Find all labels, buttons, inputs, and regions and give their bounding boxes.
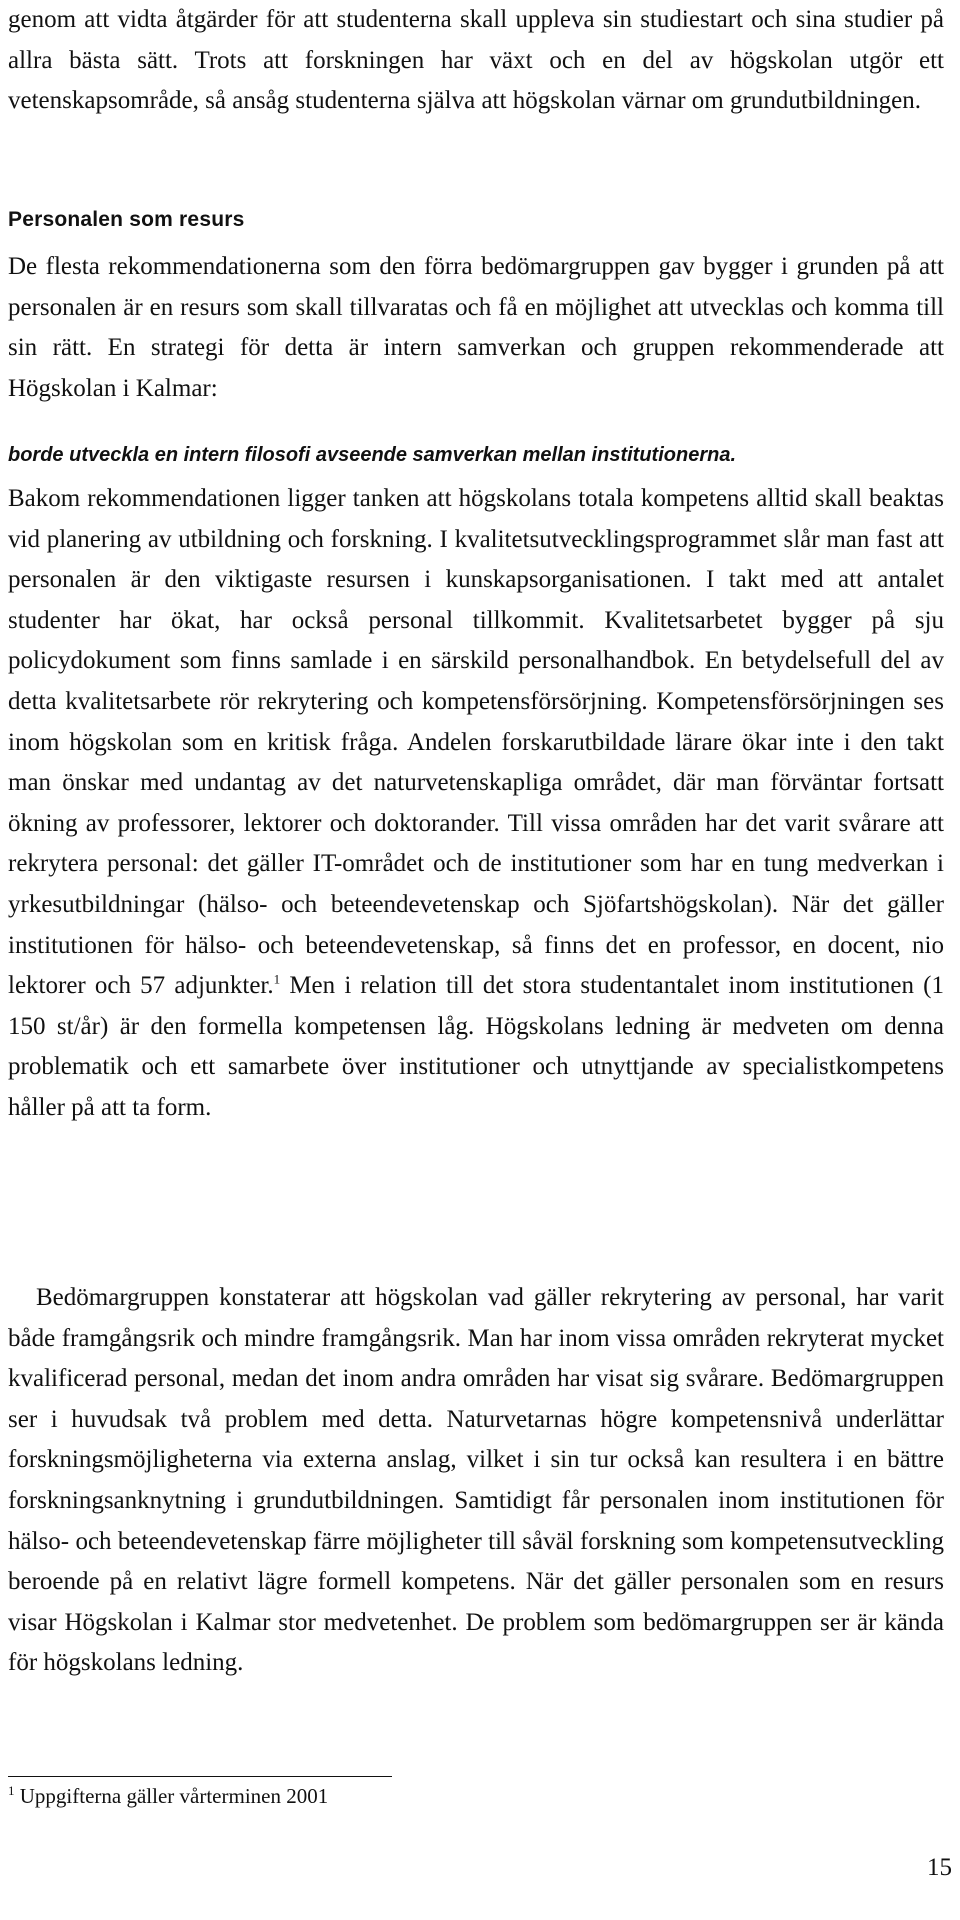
paragraph-recommendation-background [8,479,944,1129]
footnote-text: Uppgifterna gäller vårterminen 2001 [19,1784,329,1808]
intro-paragraph: genom att vidta åtgärder för att studenterna skall uppleva sin studiestart och sina studier på allra bästa sätt. Trots att forskningen har växt och en del av högskolan utgör ett vetenskapsområde, så ansåg studenterna själva att högskolan värnar om grundutbildningen. [8,6,944,115]
paragraph-assessment: Bedömargruppen konstaterar att högskolan vad gäller rekrytering av personal, har varit både framgångsrik och mindre framgångsrik. Man har inom vissa områden rekryterat mycket kvalificerad personal, medan det inom andra områden har visat sig svårare. Bedömargruppen ser i huvudsak två problem med detta. Naturvetarnas högre kompetensnivå underlättar forskningsmöjligheterna via externa anslag, vilket i sin tur också kan resultera i en bättre forskningsanknytning i grundutbildningen. Samtidigt får personalen inom institutionen för hälso- och beteendevetenskap färre möjligheter till såväl forskning som kompetensutveckling beroende på en relativt lägre formell kompetens. När det gäller personalen som en resurs visar Högskolan i Kalmar stor medvetenhet. De problem som bedömargruppen ser är kända för högskolans ledning. [8,1284,944,1677]
footnote-divider [8,1776,392,1777]
footnote [8,1784,328,1809]
paragraph-text-after-note: Men i relation till det stora studentantalet inom institutionen (1 150 st/år) är den formella kompetensen låg. Högskolans ledning är medveten om denna problematik och ett samarbete över institutioner och utnyttjande av specialistkompetens håller på att ta form. [8,972,944,1121]
footnote-reference: 1 [273,971,281,987]
page-number: 15 [927,1854,952,1881]
footnote-marker: 1 [8,1783,15,1798]
section-heading: Personalen som resurs [8,208,245,231]
paragraph-text-before-note: Bakom rekommendationen ligger tanken att högskolans totala kompetens alltid skall beaktas vid planering av utbildning och forskning. I kvalitetsutvecklingsprogrammet slår man fast att personalen är den viktigaste resursen i kunskapsorganisationen. I takt med att antalet studenter har ökat, har också personal tillkommit. Kvalitetsarbetet bygger på sju policydokument som finns samlade i en särskild personalhandbok. En betydelsefull del av detta kvalitetsarbete rör rekrytering och kompetensförsörjning. Kompetensförsörjningen ses inom högskolan som en kritisk fråga. Andelen forskarutbildade lärare ökar inte i den takt man önskar med undantag av det naturvetenskapliga området, där man förväntar fortsatt ökning av professorer, lektorer och doktorander. Till vissa områden har det varit svårare att rekrytera personal: det gäller IT-området och de institutioner som har en tung medverkan i yrkesutbildningar (hälso- och beteendevetenskap och Sjöfartshögskolan). När det gäller institutionen för hälso- och beteendevetenskap, så finns det en professor, en docent, nio lektorer och 57 adjunkter. [8,485,944,1000]
recommendation-callout: borde utveckla en intern filosofi avseende samverkan mellan institutionerna. [8,444,736,466]
paragraph-resource: De flesta rekommendationerna som den förra bedömargruppen gav bygger i grunden på att personalen är en resurs som skall tillvaratas och få en möjlighet att utvecklas och komma till sin rätt. En strategi för detta är intern samverkan och gruppen rekommenderade att Högskolan i Kalmar: [8,253,944,402]
